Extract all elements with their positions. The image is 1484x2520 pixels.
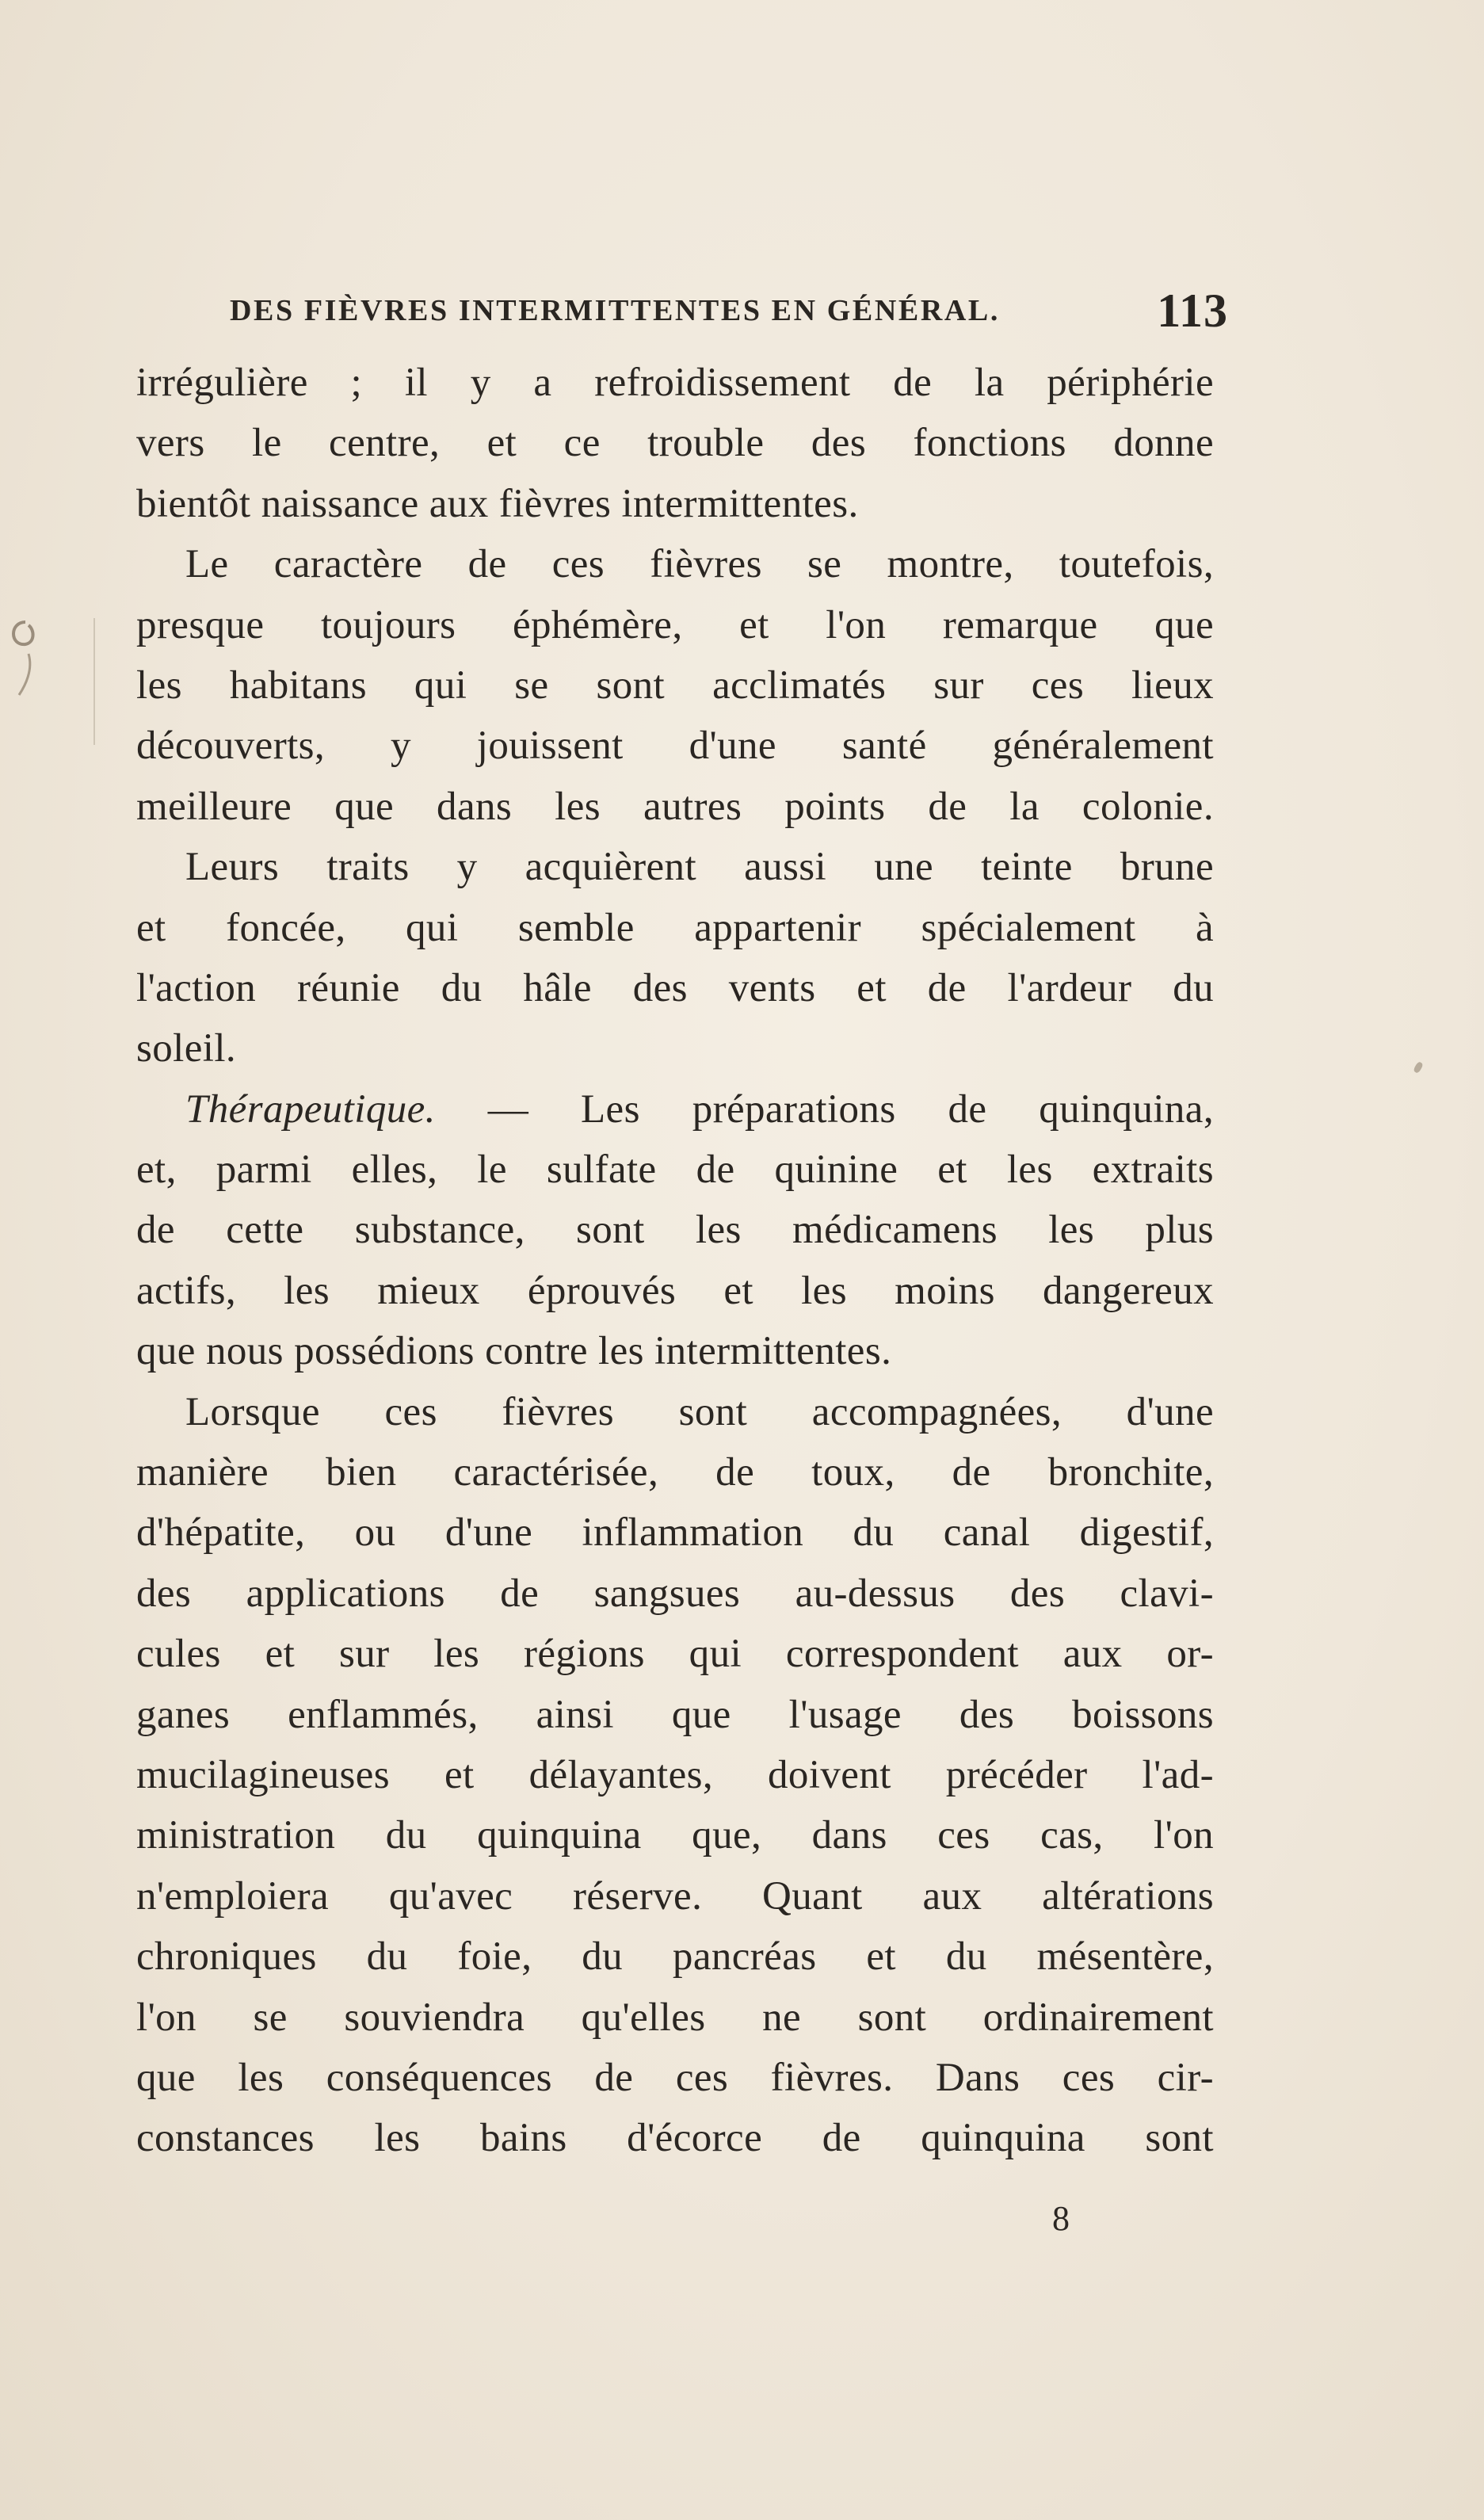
text-line: irrégulière ; il y a refroidissement de la périphérie [136,361,1214,405]
text-line: Le caractère de ces fièvres se montre, toutefois, [185,542,1214,587]
text-line: que les conséquences de ces fièvres. Dans ces cir- [136,2055,1214,2100]
text-line: et, parmi elles, le sulfate de quinine et les extraits [136,1147,1214,1193]
text-line: les habitans qui se sont acclimatés sur ces lieux [136,662,1214,708]
paper-speck [1413,1061,1424,1074]
text-line: et foncée, qui semble appartenir spécialement à [136,905,1214,950]
text-line: découverts, y jouissent d'une santé généralement [136,724,1214,769]
text-line: de cette substance, sont les médicamens les plus [136,1208,1214,1253]
text-line: soleil. [136,1026,237,1071]
text-line: meilleure que dans les autres points de la colonie. [136,784,1214,829]
text-line: cules et sur les régions qui correspondent aux or- [136,1632,1214,1677]
text-line: vers le centre, et ce trouble des fonctions donne [136,421,1214,466]
text-line-with-heading [136,1079,1214,1140]
text-line: ministration du quinquina que, dans ces cas, l'on [136,1813,1214,1858]
text-line: manière bien caractérisée, de toux, de bronchite, [136,1450,1214,1495]
margin-annotation-mark [2,606,43,709]
body-text [136,353,1214,2169]
text-line: presque toujours éphémère, et l'on remarque que [136,602,1214,647]
text-line: que nous possédions contre les intermittentes. [136,1329,892,1374]
margin-pencil-line [93,618,95,745]
text-line: mucilagineuses et délayantes, doivent précéder l'ad- [136,1752,1214,1797]
text-line: l'action réunie du hâle des vents et de l'ardeur du [136,965,1214,1010]
text-line: Lorsque ces fièvres sont accompagnées, d'une [185,1389,1214,1434]
section-heading: Thérapeutique. [185,1086,436,1132]
text-line-fragment: — Les préparations de quinquina, [435,1086,1214,1132]
text-line: constances les bains d'écorce de quinquina sont [136,2116,1214,2161]
text-line: des applications de sangsues au-dessus des clavi- [136,1571,1214,1616]
signature-mark: 8 [1052,2199,1070,2238]
text-line: bientôt naissance aux fièvres intermittentes. [136,481,859,526]
text-line: actifs, les mieux éprouvés et les moins dangereux [136,1268,1214,1313]
text-line: Leurs traits y acquièrent aussi une teinte brune [185,845,1214,890]
text-line: n'emploiera qu'avec réserve. Quant aux altérations [136,1873,1214,1919]
running-header [230,284,1246,339]
text-line: l'on se souviendra qu'elles ne sont ordinairement [136,1995,1214,2040]
running-title: DES FIÈVRES INTERMITTENTES EN GÉNÉRAL. [230,294,1000,327]
text-line: chroniques du foie, du pancréas et du mésentère, [136,1934,1214,1980]
text-line: ganes enflammés, ainsi que l'usage des boissons [136,1692,1214,1737]
text-line: d'hépatite, ou d'une inflammation du canal digestif, [136,1510,1214,1556]
page-number: 113 [1157,284,1228,337]
